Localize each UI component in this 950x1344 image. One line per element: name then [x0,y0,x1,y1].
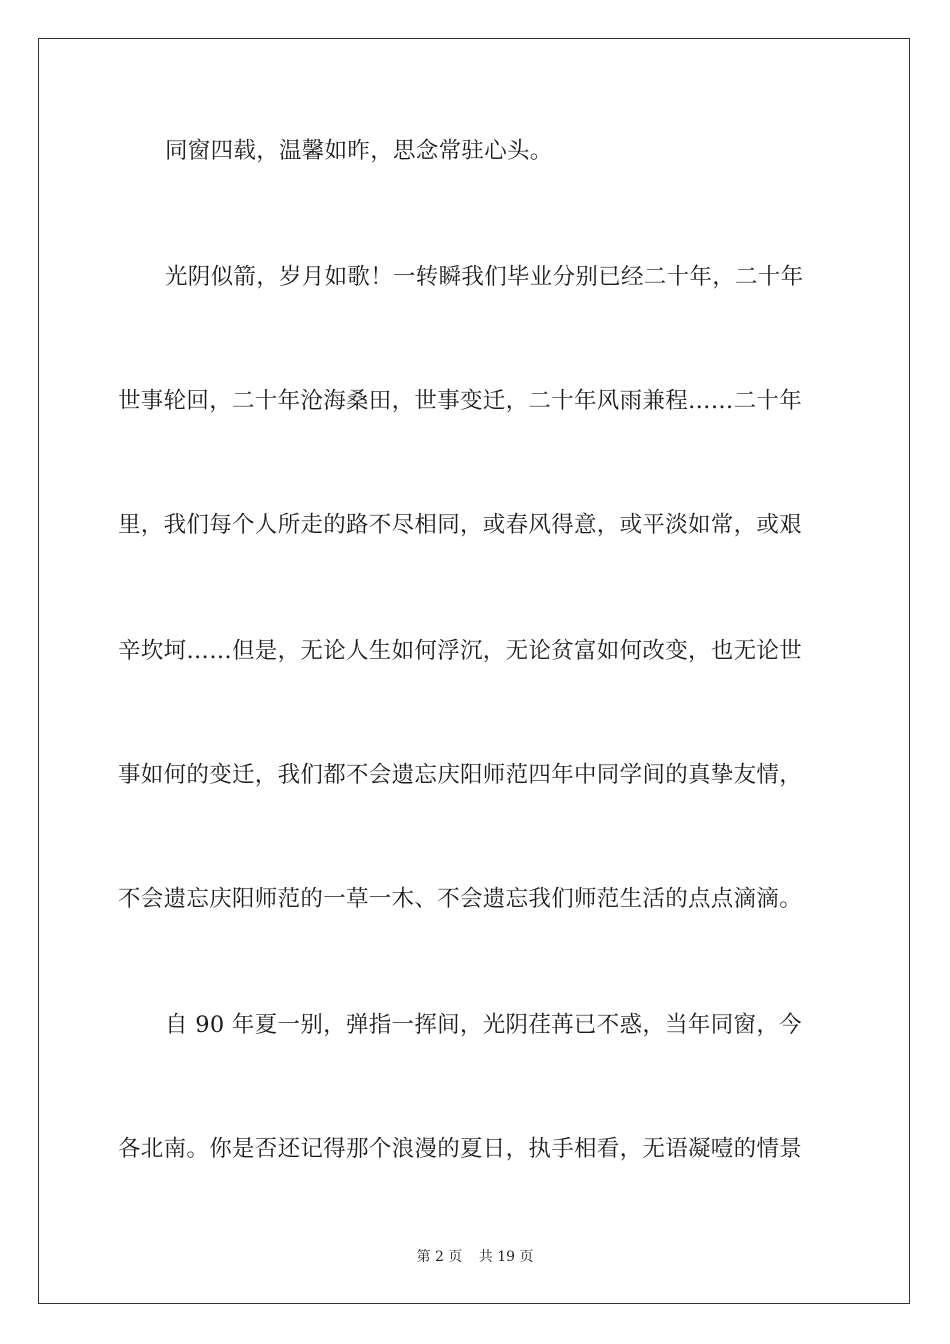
text-line: 光阴似箭，岁月如歌！一转瞬我们毕业分别已经二十年，二十年 [165,264,804,290]
total-pages: 共 19 页 [478,1249,534,1265]
text-line: 辛坎坷……但是，无论人生如何浮沉，无论贫富如何改变，也无论世 [118,638,803,664]
text-line: 各北南。你是否还记得那个浪漫的夏日，执手相看，无语凝噎的情景 [118,1136,803,1162]
text-line: 不会遗忘庆阳师范的一草一木、不会遗忘我们师范生活的点点滴滴。 [118,886,803,912]
text-line: 世事轮回，二十年沧海桑田，世事变迁，二十年风雨兼程……二十年 [118,388,803,414]
page-number: 第 2 页 [416,1249,463,1265]
text-line: 自 90 年夏一别，弹指一挥间，光阴荏苒已不惑，当年同窗，今 [165,1012,802,1038]
text-line: 同窗四载，温馨如昨，思念常驻心头。 [165,138,553,164]
text-line: 里，我们每个人所走的路不尽相同，或春风得意，或平淡如常，或艰 [118,512,803,538]
page-footer [0,1248,950,1266]
page-border [38,38,910,1304]
text-line: 事如何的变迁，我们都不会遗忘庆阳师范四年中同学间的真挚友情， [118,762,803,788]
